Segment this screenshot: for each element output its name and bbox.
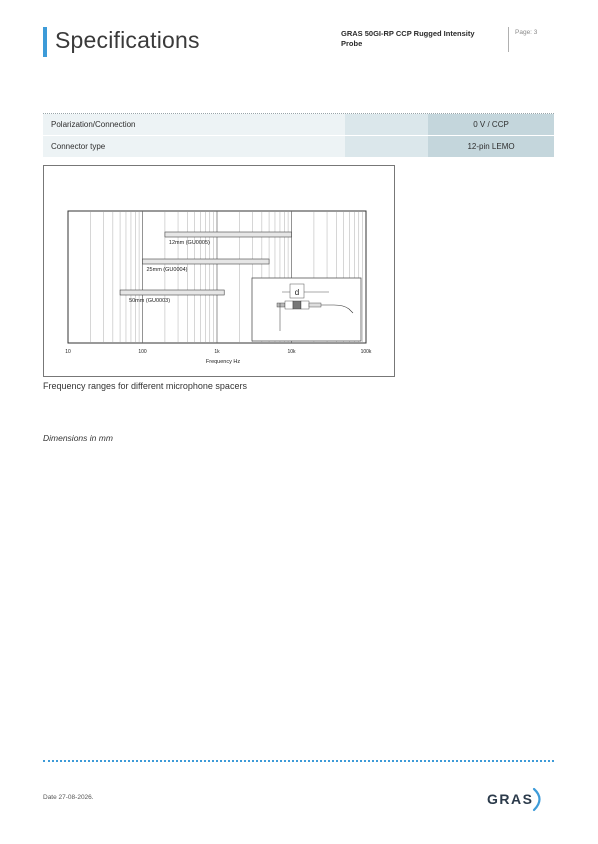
table-row <box>43 136 554 158</box>
page-number: Page: 3 <box>515 29 538 36</box>
spec-value: 0 V / CCP <box>428 114 554 136</box>
figure-caption: Frequency ranges for different microphone spacers <box>43 381 247 391</box>
footer-date: Date 27-08-2026. <box>43 794 94 801</box>
dimensions-note: Dimensions in mm <box>43 433 113 443</box>
spacer-bar-label: 25mm (GU0004) <box>146 267 188 273</box>
header-divider <box>508 27 509 52</box>
spec-label: Connector type <box>43 136 345 158</box>
x-tick-label: 1k <box>214 349 220 355</box>
title-accent-bar <box>43 27 47 57</box>
spacer-range-bar <box>165 232 292 237</box>
x-tick-label: 100k <box>360 349 372 355</box>
gras-logo <box>485 783 547 815</box>
spec-label: Polarization/Connection <box>43 114 345 136</box>
x-axis-label: Frequency Hz <box>205 359 241 365</box>
x-tick-label: 10 <box>65 349 71 355</box>
spacer-range-bar <box>120 290 224 295</box>
spec-table <box>43 114 554 158</box>
spacer-range-bar <box>143 259 270 264</box>
x-tick-labels <box>65 349 372 355</box>
x-tick-label: 10k <box>287 349 296 355</box>
inset-d-label: d <box>294 288 300 297</box>
spacer-bar-label: 12mm (GU0005) <box>168 240 210 246</box>
spacer-bar-label: 50mm (GU0003) <box>129 298 171 304</box>
frequency-range-figure <box>43 165 395 377</box>
spec-value: 12-pin LEMO <box>428 136 554 158</box>
x-tick-label: 100 <box>138 349 147 355</box>
footer-dotted-rule <box>43 760 554 762</box>
table-row <box>43 114 554 136</box>
logo-wordmark: GRAS <box>487 791 534 807</box>
spec-spacer-cell <box>345 114 428 136</box>
spec-spacer-cell <box>345 136 428 158</box>
product-name: GRAS 50GI-RP CCP Rugged Intensity Probe <box>341 29 475 48</box>
probe-inset <box>252 278 361 341</box>
page-title: Specifications <box>55 27 200 53</box>
frequency-range-chart <box>44 166 394 376</box>
